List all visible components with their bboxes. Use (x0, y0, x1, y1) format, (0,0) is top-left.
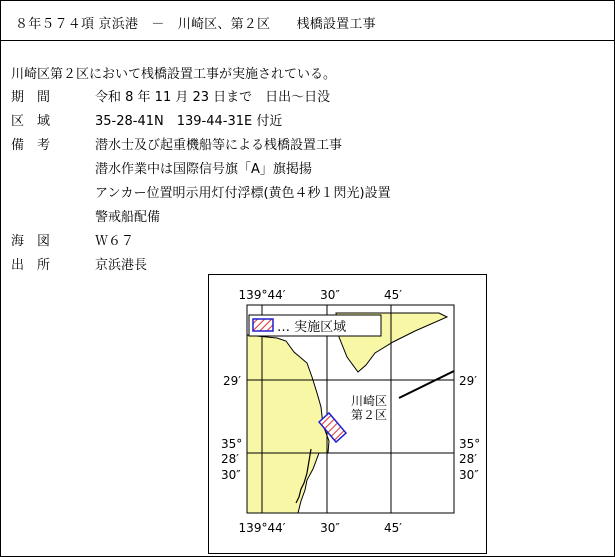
intro-text: 川崎区第２区において桟橋設置工事が実施されている。 (11, 67, 337, 82)
port-name: 京浜港 (98, 17, 139, 32)
remark-line: 潜水士及び起重機船等による桟橋設置工事 (95, 138, 343, 153)
lat-label-35-left-min: 28′ (221, 452, 239, 466)
lat-label-35-left-sec: 30″ (221, 468, 241, 482)
lon-label-bottom-1: 139°44′ (238, 521, 286, 535)
lat-label-35-right-min: 28′ (459, 452, 477, 466)
lon-label-bottom-2: 30″ (320, 521, 340, 535)
chart-value: Ｗ６７ (95, 234, 135, 249)
area-value: 35-28-41N 139-44-31E 付近 (95, 114, 283, 129)
source-label: 出 所 (11, 258, 51, 273)
map-graphic (209, 275, 486, 553)
lon-label-top-1: 139°44′ (238, 288, 286, 302)
notice-number: ８年５７４項 (15, 17, 95, 32)
remark-line: 警戒船配備 (95, 210, 161, 225)
remarks-label: 備 考 (11, 138, 51, 153)
area-label: 区 域 (11, 114, 51, 129)
land-area-west (247, 335, 329, 513)
remark-line: アンカー位置明示用灯付浮標(黄色４秒１閃光)設置 (95, 186, 391, 201)
period-label: 期 間 (11, 90, 51, 105)
lat-label-29-left: 29′ (223, 374, 241, 388)
source-value: 京浜港長 (95, 258, 148, 273)
lat-label-29-right: 29′ (459, 374, 477, 388)
area-name-line1: 川崎区 (351, 394, 388, 408)
header-subject: 桟橋設置工事 (296, 17, 376, 32)
lat-label-35-left-deg: 35° (221, 437, 243, 451)
remark-line: 潜水作業中は国際信号旗「A」旗掲揚 (95, 162, 312, 177)
area-name-line2: 第２区 (351, 408, 388, 422)
lon-label-bottom-3: 45′ (384, 521, 402, 535)
lon-label-top-2: 30″ (320, 288, 340, 302)
lat-label-35-right-sec: 30″ (459, 468, 479, 482)
header-title (15, 13, 376, 32)
period-value: 令和 8 年 11 月 23 日まで 日出～日没 (95, 90, 331, 105)
location-map (208, 274, 487, 554)
header-location: 川崎区、第２区 (177, 17, 271, 32)
chart-label: 海 図 (11, 234, 51, 249)
lon-label-top-3: 45′ (384, 288, 402, 302)
legend-swatch (253, 319, 273, 331)
breakwater-line (399, 371, 454, 398)
notice-header (1, 1, 614, 41)
lat-label-35-right-deg: 35° (459, 437, 481, 451)
header-dash: － (151, 17, 165, 32)
legend-label: … 実施区域 (277, 320, 347, 335)
